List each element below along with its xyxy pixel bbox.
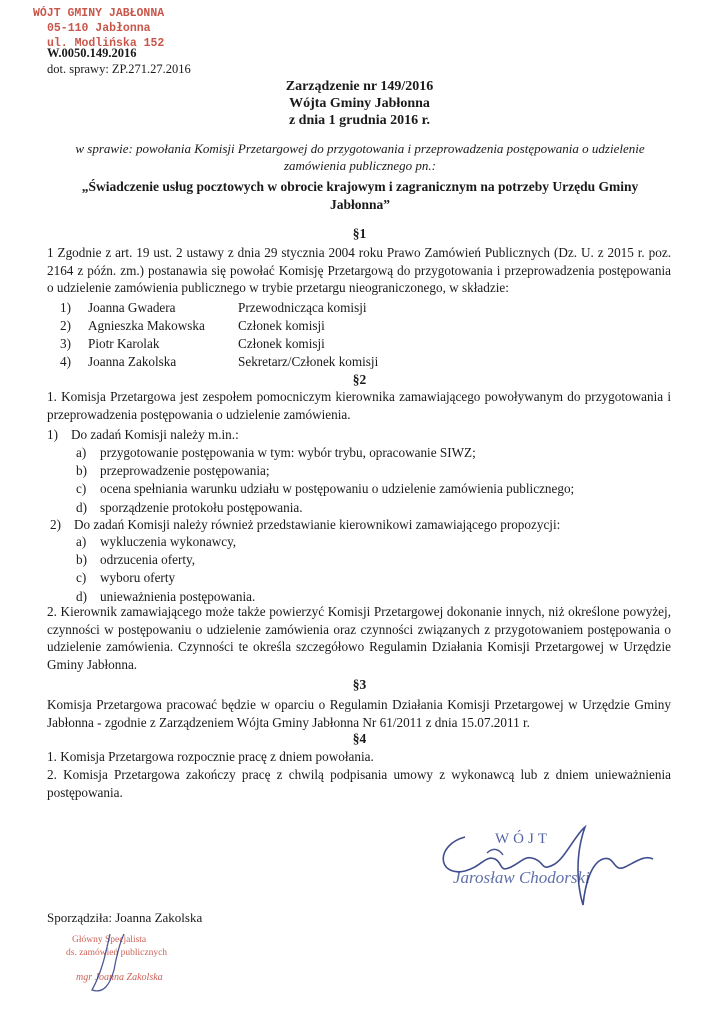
- stamp-line-2: 05-110 Jabłonna: [47, 22, 151, 35]
- subject-name: „Świadczenie usług pocztowych w obrocie krajowym i zagranicznym na potrzeby Urzędu Gminy Jabłonna”: [81, 179, 639, 212]
- list-text: sporządzenie protokołu postępowania.: [100, 499, 303, 515]
- list-text: unieważnienia postępowania.: [100, 588, 256, 604]
- committee-members: [60, 299, 378, 371]
- title-line-1: Zarządzenie nr 149/2016: [285, 79, 434, 94]
- task-list-1-number: 1): [47, 427, 58, 442]
- member-row: [60, 335, 378, 353]
- specialist-stamp-line-1: Główny Specjalista: [72, 935, 147, 945]
- list-letter: a): [76, 445, 87, 460]
- specialist-stamp-line-2: ds. zamówień publicznych: [66, 948, 168, 958]
- section-4-heading: §4: [352, 731, 367, 746]
- section-3-heading: §3: [352, 677, 367, 692]
- subject-intro: w sprawie: powołania Komisji Przetargowej do przygotowania i przeprowadzenia postępowania o udzielenie zamówienia publicznego pn.:: [75, 141, 645, 173]
- list-item: [76, 462, 574, 480]
- list-item: [76, 480, 574, 498]
- member-role: Członek komisji: [238, 336, 325, 351]
- task-list-1: [76, 444, 574, 517]
- stamp-line-3: ul. Modlińska 152: [47, 37, 165, 50]
- list-letter: d): [76, 588, 87, 604]
- list-text: przygotowanie postępowania w tym: wybór trybu, opracowanie SIWZ;: [100, 445, 476, 460]
- member-role: Sekretarz/Członek komisji: [238, 354, 379, 369]
- stamp-line-1: WÓJT GMINY JABŁONNA: [33, 7, 165, 20]
- section-4-paragraph-1: 1. Komisja Przetargowa rozpocznie pracę z dniem powołania.: [47, 749, 374, 764]
- section-2-heading: §2: [352, 372, 367, 387]
- list-letter: d): [76, 499, 87, 515]
- list-item: [76, 499, 574, 517]
- list-text: przeprowadzenie postępowania;: [100, 463, 270, 479]
- member-row: [60, 317, 378, 335]
- list-letter: b): [76, 552, 87, 568]
- task-list-1-intro: [47, 426, 239, 444]
- list-item: [76, 551, 255, 569]
- member-number: 3): [60, 336, 71, 351]
- section-3-paragraph: Komisja Przetargowa pracować będzie w oparciu o Regulamin Działania Komisji Przetargowej w Urzędzie Gminy Jabłonna - zgodnie z Zarządzeniem Wójta Gminy Jabłonna Nr 61/2011 z dnia 15.07.2011 r.: [47, 697, 671, 730]
- list-letter: a): [76, 534, 87, 549]
- member-name: Piotr Karolak: [88, 336, 160, 351]
- section-1-paragraph: 1 Zgodnie z art. 19 ust. 2 ustawy z dnia 29 stycznia 2004 roku Prawo Zamówień Publicznych (Dz. U. z 2015 r. poz. 2164 z późn. zm.) postanawia się powołać Komisję Przetargową do przygotowania i przeprowadzenia postępowania o udzielenie zamówienia publicznego w trybie przetargu nieograniczonego, w składzie:: [47, 245, 671, 295]
- list-item: [76, 444, 574, 462]
- member-role: Członek komisji: [238, 318, 325, 333]
- member-row: [60, 353, 378, 371]
- section-4-paragraph-2: 2. Komisja Przetargowa zakończy pracę z chwilą podpisania umowy z wykonawcą lub z dniem unieważnienia postępowania.: [47, 767, 671, 800]
- office-stamp: [33, 6, 164, 51]
- member-role: Przewodnicząca komisji: [238, 300, 367, 315]
- list-letter: c): [76, 570, 87, 586]
- list-text: odrzucenia oferty,: [100, 552, 196, 568]
- list-item: [76, 569, 255, 587]
- section-2-paragraph-1: 1. Komisja Przetargowa jest zespołem pomocniczym kierownika zamawiającego powoływanym do przygotowania i przeprowadzenia postępowania o udzielenie zamówienia.: [47, 389, 671, 422]
- title-line-3: z dnia 1 grudnia 2016 r.: [288, 113, 431, 128]
- member-name: Joanna Gwadera: [88, 300, 176, 315]
- task-list-2-number: 2): [50, 517, 61, 532]
- stamp-title: WÓJT: [495, 831, 551, 847]
- list-text: ocena spełniania warunku udziału w postępowaniu o udzielenie zamówienia publicznego;: [100, 481, 575, 497]
- case-reference: dot. sprawy: ZP.271.27.2016: [47, 62, 191, 76]
- stamp-name: Jarosław Chodorski: [453, 868, 590, 887]
- section-1-text: [47, 244, 671, 297]
- task-list-2: [76, 533, 255, 606]
- list-item: [76, 533, 255, 551]
- member-row: [60, 299, 378, 317]
- task-list-1-label: Do zadań Komisji należy m.in.:: [71, 427, 239, 442]
- section-2-paragraph-2: 2. Kierownik zamawiającego może także powierzyć Komisji Przetargowej dokonanie innych, niż określone powyżej, czynności w postępowaniu o udzielenie zamówienia oraz czynności związanych z przygotowaniem postępowania o udzielenie zamówienia. Czynności te określa szczegółowo Regulamin Działania Komisji Przetargowej w Urzędzie Gminy Jabłonna.: [47, 604, 671, 672]
- member-number: 1): [60, 300, 71, 315]
- specialist-stamp: [62, 928, 202, 998]
- mayor-signature-stamp: [425, 815, 685, 915]
- member-number: 2): [60, 318, 71, 333]
- section-1-heading: §1: [352, 226, 367, 241]
- list-text: wykluczenia wykonawcy,: [100, 534, 237, 549]
- list-letter: c): [76, 481, 87, 497]
- specialist-stamp-line-3: mgr Joanna Zakolska: [76, 972, 163, 983]
- list-letter: b): [76, 463, 87, 479]
- member-number: 4): [60, 354, 71, 369]
- member-name: Joanna Zakolska: [88, 354, 177, 369]
- document-title: [0, 78, 719, 129]
- title-line-2: Wójta Gminy Jabłonna: [289, 96, 430, 111]
- document-number: W.0050.149.2016: [47, 46, 137, 60]
- list-text: wyboru oferty: [100, 570, 176, 586]
- task-list-2-label: Do zadań Komisji należy również przedstawianie kierownikowi zamawiającego propozycji:: [74, 517, 561, 532]
- prepared-by: Sporządziła: Joanna Zakolska: [47, 910, 203, 925]
- task-list-2-intro: [50, 516, 560, 534]
- member-name: Agnieszka Makowska: [88, 318, 205, 333]
